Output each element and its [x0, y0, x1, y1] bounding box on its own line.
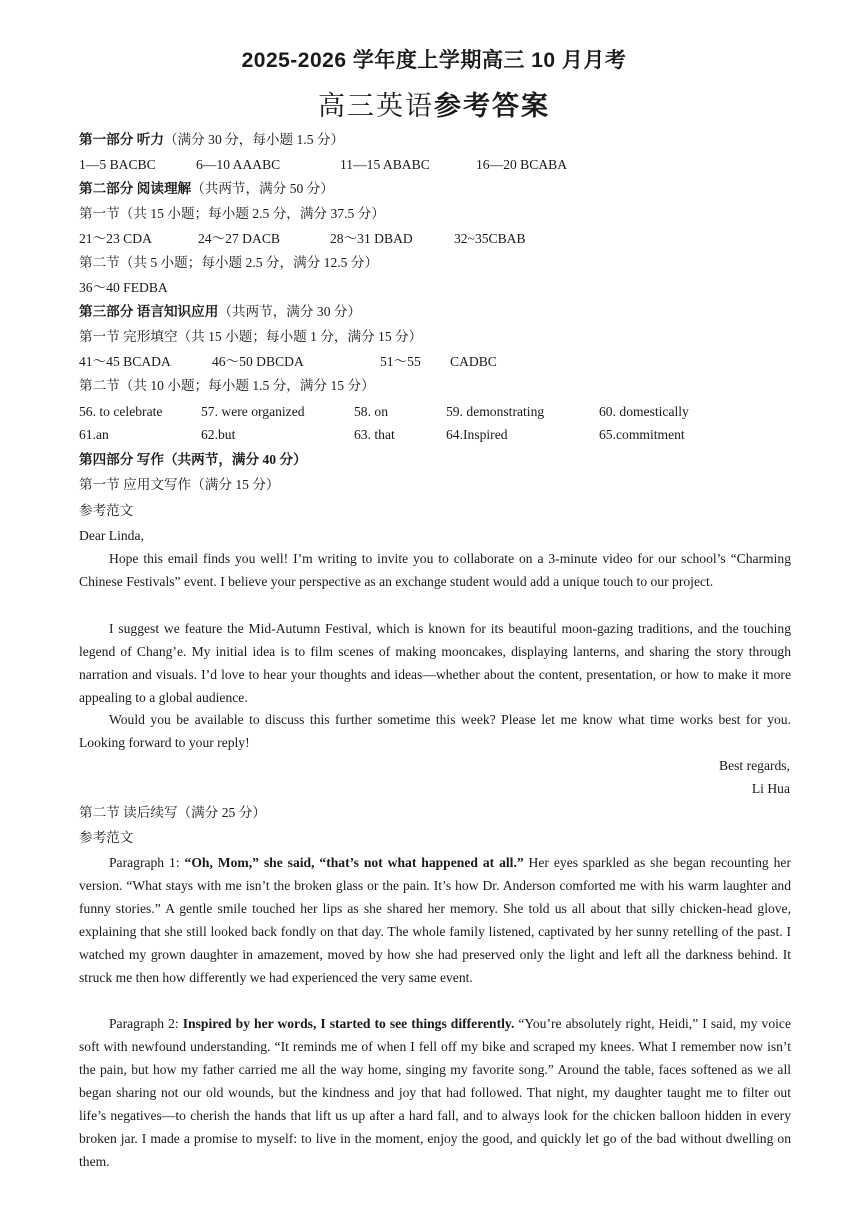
- part3-heading: 第三部分 语言知识应用: [79, 304, 219, 319]
- continuation-paragraph-2: [79, 1012, 791, 1173]
- continuation-paragraph-1: [79, 851, 791, 989]
- part3-heading-line: [79, 302, 361, 322]
- part2-heading-line: [79, 179, 334, 199]
- part1-answer-3: 11—15 ABABC: [340, 157, 430, 172]
- part4-sample-label: 参考范文: [79, 503, 134, 518]
- part1-heading: 第一部分 听力: [79, 132, 164, 147]
- para2-opening-sentence: Inspired by her words, I started to see things differently.: [182, 1016, 515, 1031]
- part1-heading-line: [79, 130, 344, 150]
- part1-answer-4: 16—20 BCABA: [476, 157, 568, 172]
- para1-text: Her eyes sparkled as she began recounting her version. “What stays with me isn’t the broken glass or the pain. It’s how Dr. Anderson comforted me with his warm laughter and funny stories.” A gentle smile touched her lips as she shared her memory. She told us all about that silly chicken-head glove, explaining that she still looked back fondly on that day. The whole family listened, captivated by her sunny retelling of the past. I watched my grown daughter in amazement, moved by how she had preserved only the light and left all the darkness behind. It struck me then how differently we had experienced the very same event.: [79, 855, 791, 985]
- part2-section1: 第一节（共 15 小题；每小题 2.5 分，满分 37.5 分）: [79, 206, 385, 221]
- part3-answer-60: 60. domestically: [599, 404, 689, 419]
- part3-section2: 第二节（共 10 小题；每小题 1.5 分，满分 15 分）: [79, 378, 375, 393]
- para1-opening-sentence: “Oh, Mom,” she said, “that’s not what happened at all.”: [184, 855, 524, 870]
- part1-answer-1: 1—5 BACBC: [79, 157, 156, 172]
- letter-greeting: Dear Linda,: [79, 528, 144, 543]
- para2-label: Paragraph 2:: [109, 1016, 183, 1031]
- document-title: [0, 84, 868, 123]
- letter-paragraph-2: [79, 617, 791, 709]
- part2-section2: 第二节（共 5 小题；每小题 2.5 分，满分 12.5 分）: [79, 255, 379, 270]
- part4-sample-label-2: 参考范文: [79, 830, 134, 845]
- part3-answer-58: 58. on: [354, 404, 388, 419]
- part3-answer-61: 61.an: [79, 427, 109, 442]
- part3-answer-59: 59. demonstrating: [446, 404, 545, 419]
- part2-s1-answer-2: 24～27 DACB: [198, 231, 280, 246]
- part2-s1-answer-4: 32~35CBAB: [454, 231, 526, 246]
- part4-section2: 第二节 读后续写（满分 25 分）: [79, 805, 266, 820]
- part3-answer-65: 65.commitment: [599, 427, 685, 442]
- part4-section1: 第一节 应用文写作（满分 15 分）: [79, 477, 280, 492]
- part3-answer-64: 64.Inspired: [446, 427, 508, 442]
- para2-text: “You’re absolutely right, Heidi,” I said, my voice soft with newfound understanding. “It reminds me of when I fell off my bike and scraped my knees. What I remember now isn’t the pain, but how my father carried me all the way home, singing my favorite song.” Around the table, faces softened as we all began sharing not our old wounds, but the kindness and joy that had followed. That night, my daughter taught me to filter out life’s negatives—to cherish the hands that lift us up after a hard fall, and to always look for the chicken balloon hidden in every broken jar. I made a promise to myself: to live in the moment, enjoy the good, and quickly let go of the bad without dwelling on them.: [79, 1016, 791, 1169]
- part2-note: （共两节，满分 50 分）: [191, 181, 334, 196]
- letter-p2-text: I suggest we feature the Mid-Autumn Festival, which is known for its beautiful moon-gazing traditions, and the touching legend of Chang’e. My initial idea is to film scenes of making mooncakes, displaying lanterns, and sharing the story through narration and visuals. I’d love to hear your thoughts and ideas—whether about the content, presentation, or how to make it more appealing to a global audience.: [79, 621, 791, 705]
- letter-signature: Li Hua: [751, 781, 790, 796]
- part3-answer-57: 57. were organized: [201, 404, 305, 419]
- part4-heading: 第四部分 写作（共两节，满分 40 分）: [79, 452, 307, 467]
- part2-s1-answer-3: 28～31 DBAD: [330, 231, 413, 246]
- para1-label: Paragraph 1:: [109, 855, 185, 870]
- part1-answer-2: 6—10 AAABC: [196, 157, 281, 172]
- part3-section1: 第一节 完形填空（共 15 小题；每小题 1 分，满分 15 分）: [79, 329, 423, 344]
- part3-answer-62: 62.but: [201, 427, 236, 442]
- letter-paragraph-3: [79, 708, 791, 754]
- letter-p1-text: Hope this email finds you well! I’m writing to invite you to collaborate on a 3-minute video for our school’s “Charming Chinese Festivals” event. I believe your perspective as an exchange student would add a unique touch to our project.: [79, 551, 791, 589]
- part2-s2-answer-1: 36～40 FEDBA: [79, 280, 168, 295]
- letter-p3-text: Would you be available to discuss this further sometime this week? Please let me know what time works best for you. Looking forward to your reply!: [79, 712, 791, 750]
- part3-s1-answer-3: 51～55: [380, 354, 421, 369]
- title-answer-key: 参考答案: [434, 91, 550, 122]
- title-subject: 高三英语: [318, 91, 434, 122]
- part1-note: （满分 30 分，每小题 1.5 分）: [163, 132, 345, 147]
- part3-answer-56: 56. to celebrate: [79, 404, 163, 419]
- part3-s1-answer-4: CADBC: [450, 354, 497, 369]
- part3-answer-63: 63. that: [354, 427, 395, 442]
- part2-heading: 第二部分 阅读理解: [79, 181, 192, 196]
- part3-s1-answer-1: 41～45 BCADA: [79, 354, 171, 369]
- part3-note: （共两节，满分 30 分）: [218, 304, 362, 319]
- letter-closing: Best regards,: [719, 758, 790, 773]
- part2-s1-answer-1: 21～23 CDA: [79, 231, 152, 246]
- exam-title: 2025-2026 学年度上学期高三 10 月月考: [241, 49, 627, 72]
- part3-s1-answer-2: 46～50 DBCDA: [212, 354, 304, 369]
- letter-paragraph-1: [79, 547, 791, 593]
